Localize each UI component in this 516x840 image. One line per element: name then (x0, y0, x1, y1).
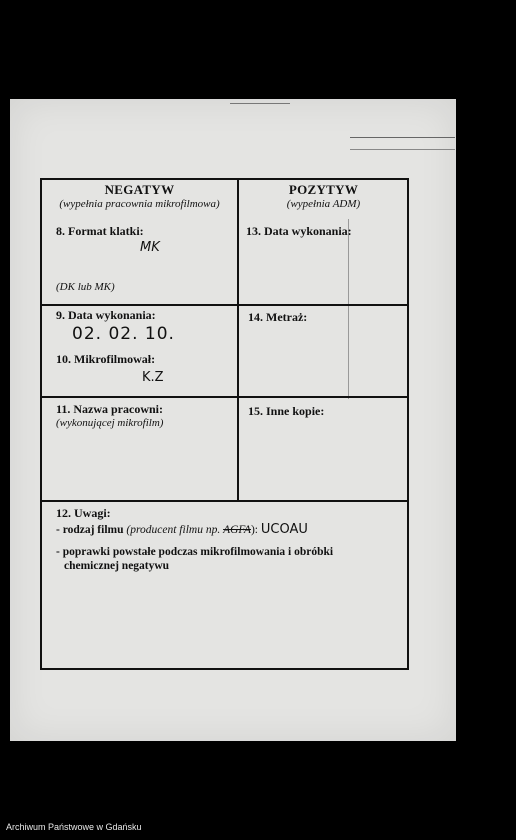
microfilm-form (40, 178, 409, 670)
film-type-label: - rodzaj filmu (56, 524, 124, 536)
lab-label: 11. Nazwa pracowni: (56, 402, 163, 416)
scan-artefact-line (350, 137, 455, 138)
film-type-example: AGFA (223, 524, 251, 536)
scan-artefact-line (350, 149, 455, 150)
copies-label: 15. Inne kopie: (248, 404, 325, 418)
format-hint: (DK lub MK) (56, 281, 115, 293)
negatyw-subtitle: (wypełnia pracownia mikrofilmowa) (59, 198, 220, 210)
row-divider (42, 396, 407, 398)
pozytyw-title: POZYTYW (288, 182, 359, 197)
row-divider (42, 304, 407, 306)
uwagi-label: 12. Uwagi: (56, 506, 111, 520)
filmer-value: K.Z (142, 370, 164, 385)
film-type-line (56, 522, 308, 537)
negatyw-header (42, 180, 237, 210)
pozytyw-header (238, 180, 409, 210)
lab-hint: (wykonującej mikrofilm) (56, 417, 164, 429)
pozytyw-date-label: 13. Data wykonania: (246, 224, 352, 238)
film-type-hint: (producent filmu np. (126, 524, 221, 536)
film-type-value: UCOAU (260, 522, 308, 537)
format-label: 8. Format klatki: (56, 224, 144, 238)
format-value: MK (140, 240, 160, 255)
form-card (10, 99, 456, 741)
scan-artefact-line (230, 103, 290, 104)
row-divider (42, 500, 407, 502)
archive-footer: Archiwum Państwowe w Gdańsku (6, 822, 142, 832)
corrections-line2 (64, 560, 169, 572)
corrections-line1 (56, 546, 333, 558)
date-label: 9. Data wykonania: (56, 308, 156, 322)
length-label: 14. Metraż: (248, 310, 308, 324)
film-type-hint-end: ): (250, 524, 258, 536)
column-divider (237, 180, 239, 502)
corrections-text-1: - poprawki powstałe podczas mikrofilmowania i obróbki (56, 546, 334, 558)
filmer-label: 10. Mikrofilmował: (56, 352, 156, 366)
pozytyw-subtitle: (wypełnia ADM) (286, 198, 361, 210)
negatyw-title: NEGATYW (104, 182, 175, 197)
corrections-text-2: chemicznej negatywu (64, 560, 170, 572)
date-value: 02. 02. 10. (72, 324, 175, 344)
